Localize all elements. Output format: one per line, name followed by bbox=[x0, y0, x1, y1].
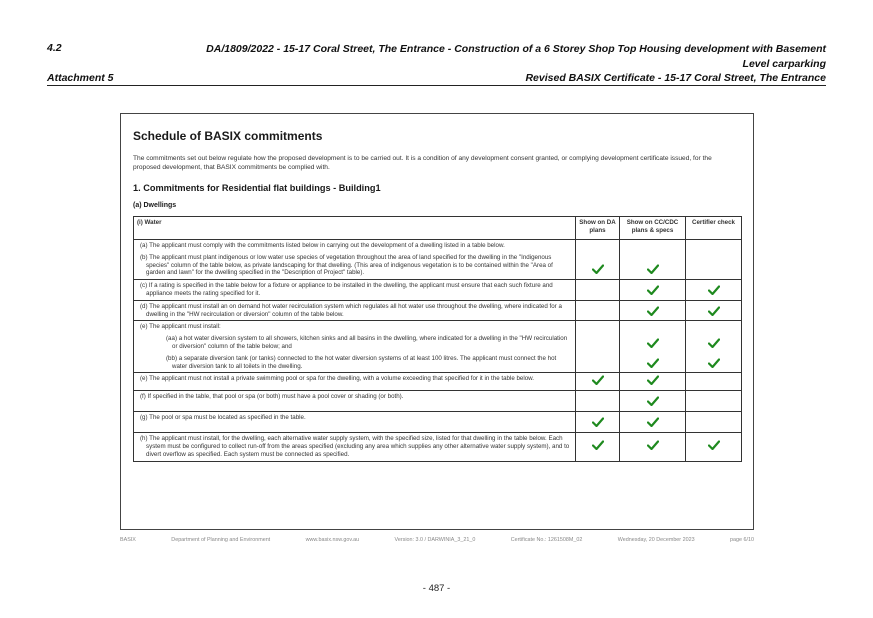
row-cert-cell bbox=[686, 412, 742, 433]
report-title-line2: Level carparking bbox=[742, 58, 826, 70]
header-da-plans: Show on DA plans bbox=[576, 217, 620, 240]
row-da-cell bbox=[576, 433, 620, 461]
table-row bbox=[134, 412, 742, 433]
footer-version: Version: 3.0 / DARWINIA_3_21_0 bbox=[394, 537, 476, 543]
footer-app: BASIX bbox=[120, 537, 136, 543]
row-text: (e) The applicant must install: bbox=[134, 321, 576, 333]
row-da-cell bbox=[576, 333, 620, 353]
row-da-cell bbox=[576, 321, 620, 333]
row-cc-cell bbox=[620, 280, 686, 301]
check-icon bbox=[647, 264, 659, 274]
check-icon bbox=[708, 358, 720, 368]
commitments-table bbox=[133, 216, 742, 462]
row-cc-cell bbox=[620, 300, 686, 321]
row-text: (b) The applicant must plant indigenous or low water use species of vegetation throughout the area of land specified for the dwelling in the "Indigenous species" column of the table below, as private landscaping for that dwelling. (This area of indigenous vegetation is to be contained within the "Area of garden and lawn" for the dwelling specified in the "Description of Project" table). bbox=[134, 252, 576, 280]
report-title bbox=[186, 42, 826, 72]
table-row bbox=[134, 300, 742, 321]
table-row bbox=[134, 321, 742, 333]
row-text: (bb) a separate diversion tank (or tanks) connected to the hot water diversion systems of at least 100 litres. The applicant must connect the hot water diversion tank to all toilets in the dwelling. bbox=[134, 353, 576, 373]
attachment-label: Attachment 5 bbox=[47, 72, 114, 84]
schedule-intro: The commitments set out below regulate how the proposed development is to be carried out. It is a condition of any development consent granted, or complying development certificate issued, for the proposed development, that BASIX commitments be complied with. bbox=[133, 155, 712, 171]
check-icon bbox=[592, 440, 604, 450]
row-cert-cell bbox=[686, 353, 742, 373]
row-text: (a) The applicant must comply with the commitments listed below in carrying out the development of a dwelling listed in a table below. bbox=[134, 240, 576, 252]
page-number: - 487 - bbox=[422, 583, 451, 594]
check-icon bbox=[708, 440, 720, 450]
row-cc-cell bbox=[620, 240, 686, 252]
row-text: (aa) a hot water diversion system to all showers, kitchen sinks and all basins in the dwelling, where indicated for a dwelling in the "HW recirculation or diversion" column of the table below; and bbox=[134, 333, 576, 353]
footer-date: Wednesday, 20 December 2023 bbox=[617, 537, 695, 543]
row-cert-cell bbox=[686, 252, 742, 280]
row-cert-cell bbox=[686, 391, 742, 412]
check-icon bbox=[647, 375, 659, 385]
row-cert-cell bbox=[686, 433, 742, 461]
check-icon bbox=[647, 358, 659, 368]
table-row bbox=[134, 391, 742, 412]
check-icon bbox=[647, 306, 659, 316]
row-cc-cell bbox=[620, 353, 686, 373]
row-cc-cell bbox=[620, 252, 686, 280]
header-divider bbox=[47, 85, 826, 86]
agenda-item-number: 4.2 bbox=[47, 42, 62, 54]
row-text: (h) The applicant must install, for the dwelling, each alternative water supply system, with the specified size, listed for that dwelling in the table below. Each system must be configured to collect run-off from the areas specified (excluding any area which supplies any other alternative water supply system), and to divert overflow as specified. Each system must be connected as specified. bbox=[134, 433, 576, 461]
check-icon bbox=[592, 417, 604, 427]
check-icon bbox=[647, 440, 659, 450]
schedule-title: Schedule of BASIX commitments bbox=[133, 129, 323, 143]
table-row bbox=[134, 280, 742, 301]
table-row bbox=[134, 333, 742, 353]
certificate-footer bbox=[120, 537, 754, 547]
table-row bbox=[134, 252, 742, 280]
header-cc-plans: Show on CC/CDC plans & specs bbox=[620, 217, 686, 240]
section-heading: 1. Commitments for Residential flat buildings - Building1 bbox=[133, 183, 381, 193]
table-row bbox=[134, 240, 742, 252]
row-da-cell bbox=[576, 373, 620, 391]
row-da-cell bbox=[576, 300, 620, 321]
row-text: (f) If specified in the table, that pool or spa (or both) must have a pool cover or shading (or both). bbox=[134, 391, 576, 412]
row-da-cell bbox=[576, 240, 620, 252]
footer-certificate-no: Certificate No.: 1261508M_02 bbox=[510, 537, 583, 543]
table-row bbox=[134, 373, 742, 391]
row-cert-cell bbox=[686, 240, 742, 252]
footer-department: Department of Planning and Environment bbox=[171, 537, 271, 543]
subsection-heading: (a) Dwellings bbox=[133, 202, 177, 209]
check-icon bbox=[647, 396, 659, 406]
header-item: (i) Water bbox=[134, 217, 576, 240]
header-certifier: Certifier check bbox=[686, 217, 742, 240]
row-text: (g) The pool or spa must be located as specified in the table. bbox=[134, 412, 576, 433]
row-da-cell bbox=[576, 280, 620, 301]
check-icon bbox=[647, 285, 659, 295]
check-icon bbox=[592, 264, 604, 274]
table-header-row bbox=[134, 217, 742, 240]
check-icon bbox=[647, 417, 659, 427]
row-da-cell bbox=[576, 391, 620, 412]
check-icon bbox=[708, 285, 720, 295]
row-da-cell bbox=[576, 412, 620, 433]
row-cc-cell bbox=[620, 373, 686, 391]
row-cc-cell bbox=[620, 412, 686, 433]
footer-website: www.basix.nsw.gov.au bbox=[305, 537, 360, 543]
row-da-cell bbox=[576, 353, 620, 373]
row-text: (e) The applicant must not install a private swimming pool or spa for the dwelling, with a volume exceeding that specified for it in the table below. bbox=[134, 373, 576, 391]
attachment-subtitle: Revised BASIX Certificate - 15-17 Coral Street, The Entrance bbox=[525, 72, 826, 84]
row-text: (c) If a rating is specified in the table below for a fixture or appliance to be installed in the dwelling, the applicant must ensure that each such fixture and appliance meets the rating specified for it. bbox=[134, 280, 576, 301]
row-cert-cell bbox=[686, 373, 742, 391]
row-cert-cell bbox=[686, 321, 742, 333]
check-icon bbox=[647, 338, 659, 348]
footer-page: page 6/10 bbox=[730, 537, 754, 543]
basix-certificate-page bbox=[120, 113, 754, 530]
row-cc-cell bbox=[620, 391, 686, 412]
row-text: (d) The applicant must install an on demand hot water recirculation system which regulates all hot water use throughout the dwelling, where indicated for a dwelling in the "HW recirculation or diversion" column of the table below. bbox=[134, 300, 576, 321]
check-icon bbox=[708, 338, 720, 348]
table-row bbox=[134, 433, 742, 461]
table-row bbox=[134, 353, 742, 373]
check-icon bbox=[592, 375, 604, 385]
row-cc-cell bbox=[620, 321, 686, 333]
row-cert-cell bbox=[686, 333, 742, 353]
row-cert-cell bbox=[686, 280, 742, 301]
row-da-cell bbox=[576, 252, 620, 280]
report-title-line1: DA/1809/2022 - 15-17 Coral Street, The Entrance - Construction of a 6 Storey Shop Top Housing development with Basement bbox=[206, 43, 826, 55]
row-cc-cell bbox=[620, 333, 686, 353]
check-icon bbox=[708, 306, 720, 316]
row-cc-cell bbox=[620, 433, 686, 461]
row-cert-cell bbox=[686, 300, 742, 321]
